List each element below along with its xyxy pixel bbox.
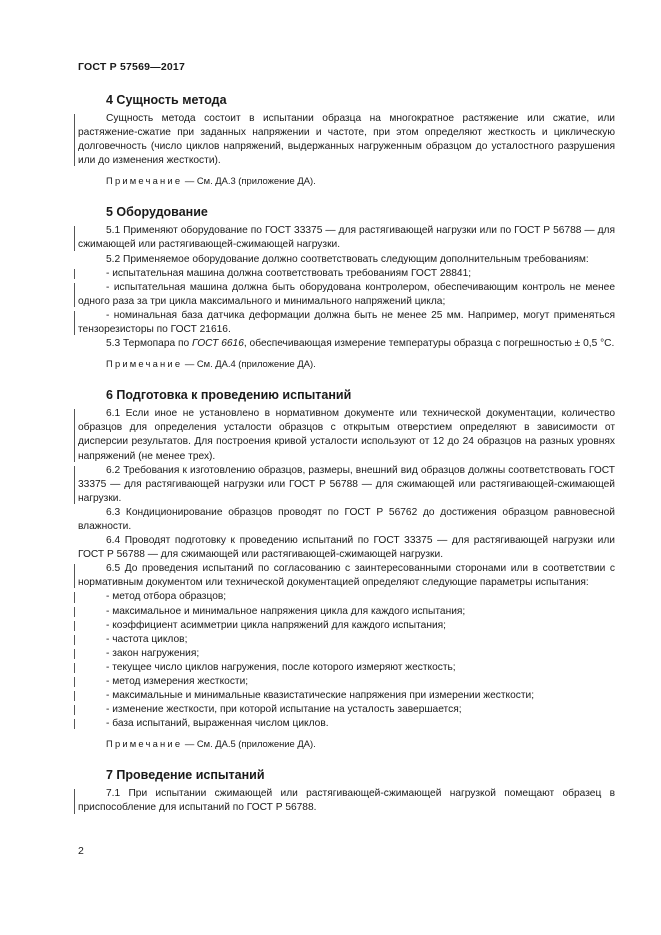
list-item: - испытательная машина должна быть оборудована контролером, обеспечивающим контроль не менее одного раза за три цикла максимального и минимального напряжений цикла; bbox=[78, 281, 615, 309]
section-4 bbox=[78, 88, 615, 187]
note-text: — См. ДА.4 (приложение ДА). bbox=[182, 358, 316, 370]
list-item: - максимальные и минимальные квазистатические напряжения при измерении жесткости; bbox=[78, 689, 615, 703]
paragraph-6-1: 6.1 Если иное не установлено в нормативном документе или технической документации, количество образцов для определения усталости образцов с открытым отверстием определяют в зависимости от дисперсии результатов. Для построения кривой усталости используют от 12 до 24 образцов на разных уровнях напряжений (не менее трех). bbox=[78, 407, 615, 463]
section-heading: 5 Оборудование bbox=[106, 205, 208, 220]
page-content bbox=[78, 88, 615, 816]
note bbox=[78, 174, 615, 187]
paragraph-6-5: 6.5 До проведения испытаний по согласованию с заинтересованными сторонами или в соответствии с нормативным документом или технической документацией определяют следующие параметры испытания: bbox=[78, 562, 615, 590]
note-label: Примечание bbox=[106, 175, 183, 187]
page-number: 2 bbox=[78, 845, 84, 857]
list-item: - максимальное и минимальное напряжения цикла для каждого испытания; bbox=[78, 605, 615, 619]
section-heading: 4 Сущность метода bbox=[106, 93, 227, 107]
section-6 bbox=[78, 383, 615, 750]
list-item: - метод измерения жесткости; bbox=[78, 675, 615, 689]
section-5 bbox=[78, 200, 615, 370]
note bbox=[78, 737, 615, 750]
note-text: — См. ДА.5 (приложение ДА). bbox=[182, 738, 316, 750]
paragraph-5-1: 5.1 Применяют оборудование по ГОСТ 33375 — для растягивающей нагрузки или по ГОСТ Р 56788 — для сжимающей или растягивающей-сжимающей нагрузки. bbox=[78, 224, 615, 252]
paragraph-7-1: 7.1 При испытании сжимающей или растягивающей-сжимающей нагрузкой помещают образец в приспособление для испытаний по ГОСТ Р 56788. bbox=[78, 787, 615, 815]
note-text: — См. ДА.3 (приложение ДА). bbox=[182, 175, 316, 187]
list-item: - коэффициент асимметрии цикла напряжений для каждого испытания; bbox=[78, 619, 615, 633]
list-item: - текущее число циклов нагружения, после которого измеряют жесткость; bbox=[78, 661, 615, 675]
standard-reference: ГОСТ 6616 bbox=[192, 338, 244, 350]
note-label: Примечание bbox=[106, 358, 183, 370]
paragraph-6-2: 6.2 Требования к изготовлению образцов, размеры, внешний вид образцов должны соответствовать ГОСТ 33375 — для растягивающей нагрузки или ГОСТ Р 56788 — для сжимающей или растягивающей-сжимающей нагрузки. bbox=[78, 464, 615, 506]
list-item: - частота циклов; bbox=[78, 633, 615, 647]
note bbox=[78, 357, 615, 370]
paragraph-6-3: 6.3 Кондиционирование образцов проводят по ГОСТ Р 56762 до достижения образцом равновесной влажности. bbox=[78, 506, 615, 532]
section-heading: 6 Подготовка к проведению испытаний bbox=[106, 388, 352, 403]
paragraph-6-4: 6.4 Проводят подготовку к проведению испытаний по ГОСТ 33375 — для растягивающей нагрузки или ГОСТ Р 56788 — для сжимающей или растягивающей-сжимающей нагрузки. bbox=[78, 535, 615, 561]
paragraph-5-3: 5.3 Термопара по ГОСТ 6616, обеспечивающая измерение температуры образца с погрешностью ± 0,5 °C. bbox=[106, 338, 615, 350]
list-item: - испытательная машина должна соответствовать требованиям ГОСТ 28841; bbox=[78, 267, 615, 281]
note-label: Примечание bbox=[106, 738, 183, 750]
paragraph: Сущность метода состоит в испытании образца на многократное растяжение или сжатие, или растяжение-сжатие при заданных напряжении и частоте, при этом определяют жесткость и циклическую долговечность (число циклов напряжений, выдержанных нагруженным образцом до усталостного разрушения или до изменения жесткости). bbox=[78, 112, 615, 168]
list-item: - изменение жесткости, при которой испытание на усталость завершается; bbox=[78, 703, 615, 717]
section-heading: 7 Проведение испытаний bbox=[106, 768, 265, 783]
paragraph-5-2: 5.2 Применяемое оборудование должно соответствовать следующим дополнительным требованиям: bbox=[106, 253, 589, 265]
list-item: - закон нагружения; bbox=[78, 647, 615, 661]
list-item: - номинальная база датчика деформации должна быть не менее 25 мм. Например, могут применяться тензорезисторы по ГОСТ 21616. bbox=[78, 309, 615, 337]
section-7 bbox=[78, 763, 615, 815]
list-item: - метод отбора образцов; bbox=[78, 590, 615, 604]
document-header: ГОСТ Р 57569—2017 bbox=[78, 61, 186, 73]
list-item: - база испытаний, выраженная числом циклов. bbox=[78, 717, 615, 731]
